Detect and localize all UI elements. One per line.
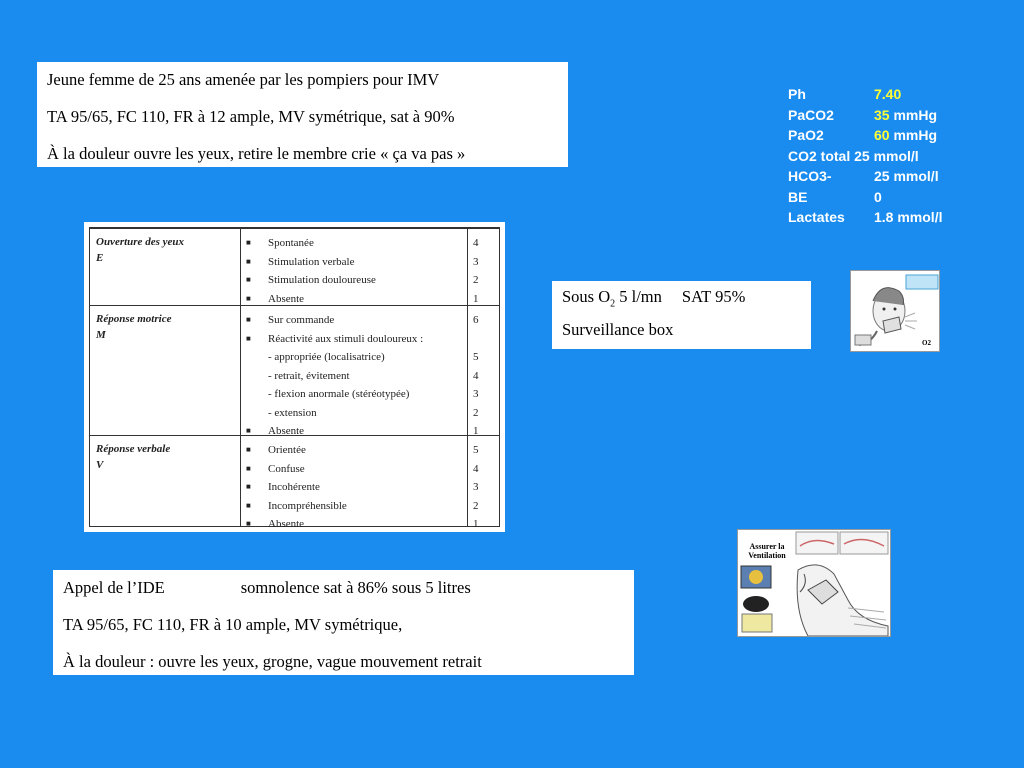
gas-row-ph: Ph 7.40 (788, 86, 902, 102)
gas-row-be: BE 0 (788, 188, 882, 205)
gcs-item-score: 2 (473, 406, 479, 419)
gcs-motor-row (244, 404, 499, 423)
gcs-item-label: Réactivité aux stimuli douloureux : (268, 332, 424, 345)
gcs-item-label: Absente (268, 518, 305, 530)
gcs-item-score: 6 (473, 314, 479, 326)
gcs-item-score: 3 (473, 481, 479, 493)
gcs-item-label: Stimulation douloureuse (268, 274, 376, 286)
gcs-motor-row (244, 311, 499, 330)
case-line-3: À la douleur ouvre les yeux, retire le membre crie « ça va pas » (47, 144, 466, 163)
bullet-icon: ■ (246, 445, 251, 454)
gcs-section-verbal: Réponse verbale V ■ Orientée 5 ■ Confuse 4 ■ Incohérente 3 ■ Incompréhensible 2 ■ Absente 1 (90, 435, 499, 528)
gcs-verbal-row (244, 460, 499, 479)
gcs-item-label: - extension (268, 406, 317, 419)
blood-gas-panel (788, 84, 942, 228)
gcs-motor-row (244, 385, 499, 404)
gcs-eyes-row (244, 234, 499, 253)
gcs-verbal-row (244, 478, 499, 497)
bullet-icon: ■ (246, 275, 251, 284)
gcs-item-score: 1 (473, 518, 479, 530)
gcs-item-label: Spontanée (268, 237, 314, 249)
bag-valve-mask-icon (738, 530, 891, 637)
gcs-verbal-row (244, 441, 499, 460)
bullet-icon: ■ (246, 315, 251, 324)
gcs-item-label: Stimulation verbale (268, 255, 355, 268)
gcs-motor-row (244, 330, 499, 349)
bullet-icon: ■ (246, 293, 251, 303)
followup-line-2: TA 95/65, FC 110, FR à 10 ample, MV symétrique, (63, 615, 403, 634)
ventilation-illustration (737, 529, 891, 637)
case-line-2: TA 95/65, FC 110, FR à 12 ample, MV symétrique, sat à 90% (47, 107, 455, 126)
bullet-icon: ■ (246, 519, 251, 528)
gas-row-co2-total: CO2 total 25 mmol/l (788, 147, 919, 164)
gcs-item-score: 1 (473, 292, 479, 305)
gas-row-hco3: HCO3- 25 mmol/l (788, 168, 939, 184)
gcs-item-label: - flexion anormale (stéréotypée) (268, 388, 410, 400)
gcs-item-score: 2 (473, 274, 479, 286)
glasgow-scale-table (84, 222, 505, 532)
gcs-item-label: Incompréhensible (268, 499, 347, 512)
gcs-item-score: 5 (473, 444, 479, 456)
ventilation-caption: Assurer la Ventilation (748, 542, 786, 560)
oxygen-line-1: Sous $O_2$ 5 l/mn SAT 95% (562, 287, 746, 310)
gas-row-paco2: PaCO2 35 mmHg (788, 106, 938, 123)
oxygen-line-2: Surveillance box (562, 320, 674, 339)
gcs-item-label: - appropriée (localisatrice) (268, 351, 385, 363)
gcs-item-label: Sur commande (268, 314, 335, 326)
gcs-section-motor: Réponse motrice M ■ Sur commande 6 ■ Réactivité aux stimuli douloureux : - appropriée (localisatrice) 5 - retrait, évitement 4 - flexion anormale (stéréotypée) 3 - extension 2 ■ Absente 1 (90, 305, 499, 436)
bullet-icon: ■ (246, 482, 251, 491)
gcs-item-score: 4 (473, 237, 479, 249)
gcs-motor-row (244, 367, 499, 386)
gcs-eyes-row (244, 253, 499, 272)
gcs-item-label: Absente (268, 292, 305, 305)
gcs-item-label: Incohérente (268, 481, 320, 493)
gcs-item-score: 5 (473, 351, 479, 363)
gas-row-lactates: Lactates 1.8 mmol/l (788, 209, 943, 225)
followup-line-3: À la douleur : ouvre les yeux, grogne, vague mouvement retrait (63, 652, 482, 671)
gcs-item-score: 2 (473, 499, 479, 512)
case-description-box (37, 62, 568, 167)
gcs-item-label: Orientée (268, 444, 306, 456)
gcs-section-eyes: Ouverture des yeux E ■ Spontanée 4 ■ Stimulation verbale 3 ■ Stimulation douloureuse 2 ■ Absente 1 (90, 228, 499, 306)
gcs-verbal-row (244, 497, 499, 516)
bullet-icon: ■ (246, 426, 251, 435)
followup-line-1: Appel de l’IDE somnolence sat à 86% sous 5 litres (63, 578, 471, 597)
gcs-item-label: - retrait, évitement (268, 369, 350, 382)
gcs-eyes-row (244, 271, 499, 290)
gcs-item-score: 3 (473, 255, 479, 268)
gcs-verbal-row (244, 515, 499, 534)
bullet-icon: ■ (246, 333, 251, 343)
gcs-item-score: 3 (473, 388, 479, 400)
gas-row-pao2: PaO2 60 mmHg (788, 127, 938, 143)
bullet-icon: ■ (246, 463, 251, 473)
gcs-item-score: 4 (473, 462, 479, 475)
case-line-1: Jeune femme de 25 ans amenée par les pompiers pour IMV (47, 70, 440, 89)
gcs-motor-row (244, 348, 499, 367)
bullet-icon: ■ (246, 500, 251, 510)
followup-box (53, 570, 634, 675)
gcs-item-label: Absente (268, 425, 305, 437)
bullet-icon: ■ (246, 256, 251, 266)
gcs-item-label: Confuse (268, 462, 305, 475)
oxygen-box (552, 281, 811, 349)
gcs-item-score: 1 (473, 425, 479, 437)
gcs-item-score: 4 (473, 369, 479, 382)
oxygen-mask-illustration: O2 (850, 270, 940, 352)
bullet-icon: ■ (246, 238, 251, 247)
